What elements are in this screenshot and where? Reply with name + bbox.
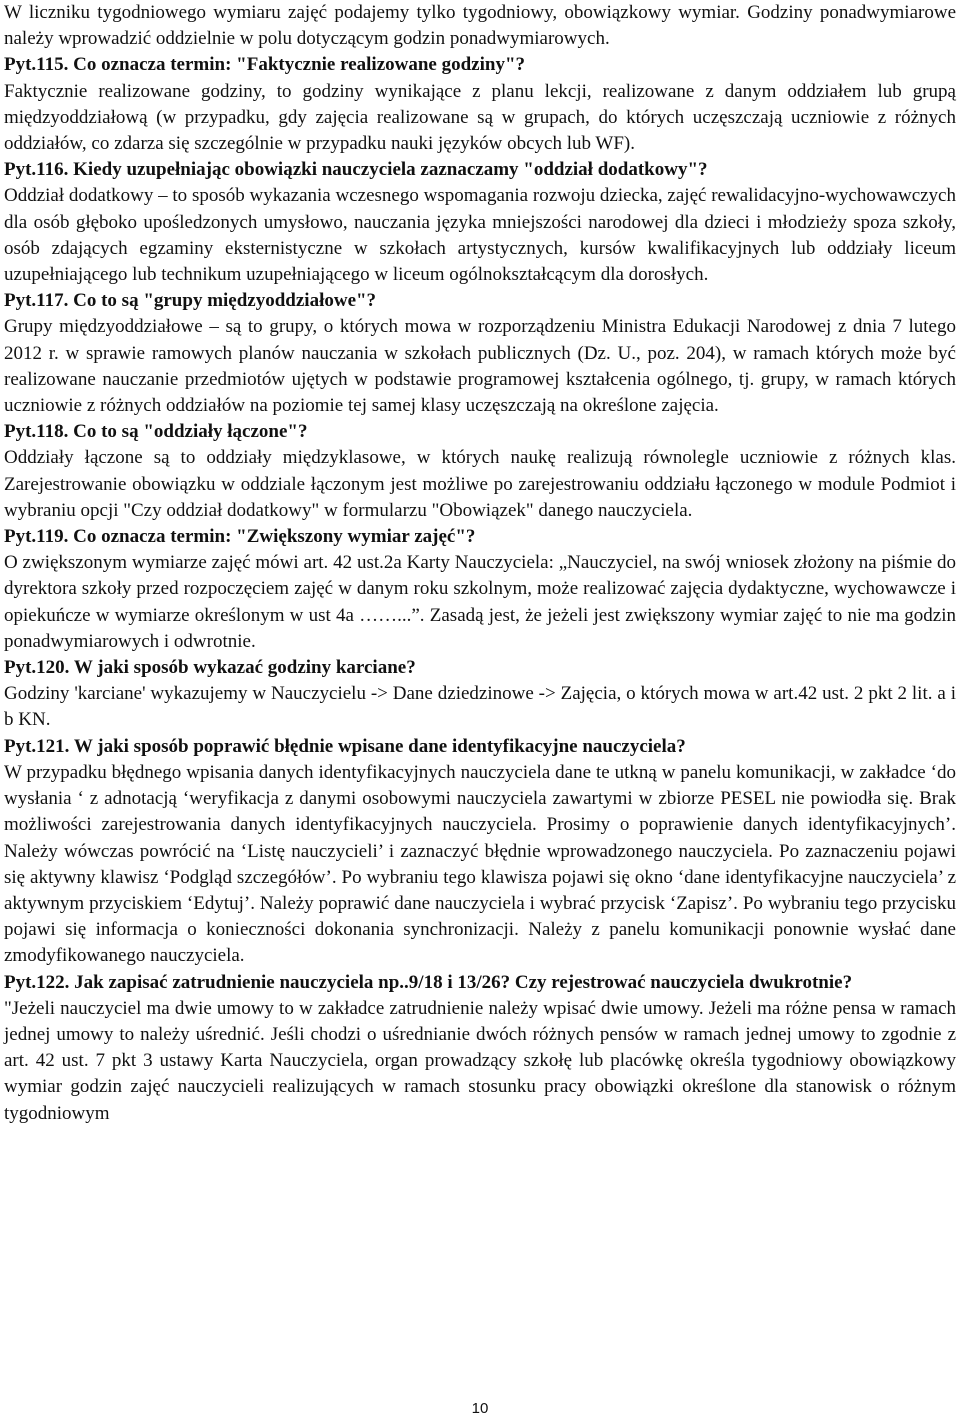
answer-119: O zwiększonym wymiarze zajęć mówi art. 42 ust.2a Karty Nauczyciela: „Nauczyciel, na swój wniosek złożony na piśmie do dyrektora szkoły przed rozpoczęciem zajęć w danym roku szkolnym, może realizować zajęcia dydaktyczne, wychowawcze i opiekuńcze w wymiarze określonym w ust 4a ……...”. Zasadą jest, że jeżeli jest zwiększony wymiar zajęć to nie ma godzin ponadwymiarowych i odwrotnie. [4,552,956,652]
answer-115: Faktycznie realizowane godziny, to godziny wynikające z planu lekcji, realizowane z danym oddziałem lub grupą międzyoddziałową (w przypadku, gdy zajęcia realizowane są w grupach, do których uczęszczają uczniowie z różnych oddziałów, co zdarza się szczególnie w przypadku nauki języków obcych lub WF). [4,80,956,155]
answer-121: W przypadku błędnego wpisania danych identyfikacyjnych nauczyciela dane te utkną w panelu komunikacji, w zakładce ‘do wysłania ‘ z adnotacją ‘weryfikacja z danymi osobowymi nauczyciela zawartymi w zbiorze PESEL nie powiodła się. Brak możliwości zarejestrowania danych identyfikacyjnych nauczyciela. Prosimy o poprawienie danych identyfikacyjnych’. Należy wówczas powrócić na ‘Listę nauczycieli’ i zaznaczyć błędnie wprowadzonego nauczyciela. Po zaznaczeniu pojawi się aktywny klawisz ‘Podgląd szczegółów’. Po wybraniu tego klawisza pojawi się okno ‘dane identyfikacyjne nauczyciela’ z aktywnym przyciskiem ‘Edytuj’. Należy poprawić dane nauczyciela i wybrać przycisk ‘Zapisz’. Po wybraniu tego przycisku pojawi się informacja o konieczności dokonania synchronizacji. Należy z panelu komunikacji ponownie wysłać dane zmodyfikowanego nauczyciela. [4,761,956,967]
document-page [4,0,956,1127]
question-121: Pyt.121. W jaki sposób poprawić błędnie wpisane dane identyfikacyjne nauczyciela? [4,735,686,757]
question-115: Pyt.115. Co oznacza termin: "Faktycznie realizowane godziny"? [4,54,525,76]
question-122: Pyt.122. Jak zapisać zatrudnienie nauczyciela np..9/18 i 13/26? Czy rejestrować nauczyciela dwukrotnie? [4,971,853,993]
question-118: Pyt.118. Co to są "oddziały łączone"? [4,421,308,443]
answer-116: Oddział dodatkowy – to sposób wykazania wczesnego wspomagania rozwoju dziecka, zajęć rewalidacyjno-wychowawczych dla osób głęboko upośledzonych umysłowo, nauczania języka mniejszości narodowej dla dzieci i młodzieży spoza szkoły, osób zdających egzaminy eksternistyczne w szkołach artystycznych, kursów kwalifikacyjnych lub oddziały liceum uzupełniającego lub technikum uzupełniającego w liceum ogólnokształcącym dla dorosłych. [4,185,956,286]
question-117: Pyt.117. Co to są "grupy międzyoddziałowe"? [4,290,377,312]
answer-120: Godziny 'karciane' wykazujemy w Nauczycielu -> Dane dziedzinowe -> Zajęcia, o których mowa w art.42 ust. 2 pkt 2 lit. a i b KN. [4,683,956,731]
answer-117: Grupy międzyoddziałowe – są to grupy, o których mowa w rozporządzeniu Ministra Edukacji Narodowej z dnia 7 lutego 2012 r. w sprawie ramowych planów nauczania w szkołach publicznych (Dz. U., poz. 204), w ramach których może być realizowane nauczanie przedmiotów ujętych w podstawie programowej kształcenia ogólnego, tj. grupy, w ramach których uczniowie z różnych oddziałów na poziomie tej samej klasy uczęszczają na określone zajęcia. [4,316,956,417]
answer-122: "Jeżeli nauczyciel ma dwie umowy to w zakładce zatrudnienie należy wpisać dwie umowy. Jeżeli ma różne pensa w ramach jednej umowy to należy uśrednić. Jeśli chodzi o uśrednianie dwóch różnych pensów w ramach jednej umowy to zgodnie z art. 42 ust. 7 pkt 3 ustawy Karta Nauczyciela, organ prowadzący szkołę lub placówkę określa tygodniowy obowiązkowy wymiar godzin zajęć nauczycieli realizujących w ramach stosunku pracy obowiązki określone dla stanowisk o różnym tygodniowym [4,997,956,1124]
question-120: Pyt.120. W jaki sposób wykazać godziny karciane? [4,657,416,679]
question-119: Pyt.119. Co oznacza termin: "Zwiększony wymiar zajęć"? [4,526,476,548]
page-number: 10 [471,1400,489,1417]
intro-paragraph: W liczniku tygodniowego wymiaru zajęć podajemy tylko tygodniowy, obowiązkowy wymiar. Godziny ponadwymiarowe należy wprowadzić oddzielnie w polu dotyczącym godzin ponadwymiarowych. [4,2,956,50]
answer-118: Oddziały łączone są to oddziały międzyklasowe, w których naukę realizują równolegle uczniowie z różnych klas. Zarejestrowanie obowiązku w oddziale łączonym jest możliwe po zarejestrowaniu oddziału łączonego w module Podmiot i wybraniu opcji "Czy oddział dodatkowy" w formularzu "Obowiązek" danego nauczyciela. [4,447,956,521]
question-116: Pyt.116. Kiedy uzupełniając obowiązki nauczyciela zaznaczamy "oddział dodatkowy"? [4,159,708,181]
